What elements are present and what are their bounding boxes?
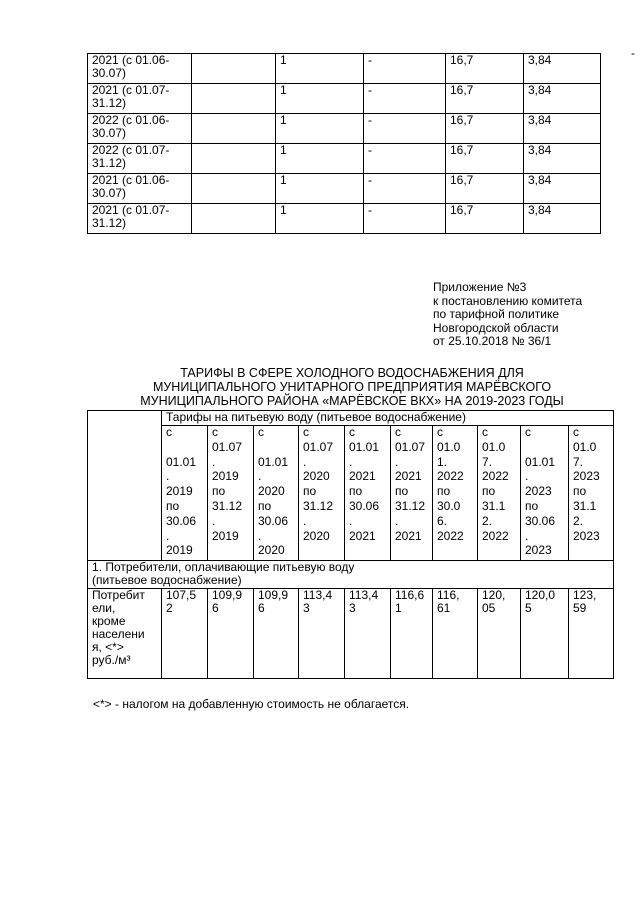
period-header-line (166, 441, 207, 456)
period-header-line: 2019 (212, 528, 239, 543)
table-row (88, 144, 601, 174)
tariff-value-cell (162, 589, 208, 679)
tariff-value-line: 109,9 (258, 588, 289, 602)
tariff-value-line: 6 (212, 601, 219, 615)
period-header-line (437, 544, 477, 559)
period-header-line: 2022 (437, 528, 464, 543)
period-header-line: 6. (437, 513, 448, 528)
table-cell: 3,84 (524, 84, 601, 114)
period-header-line: . (258, 469, 262, 484)
period-header-line: по (349, 484, 363, 499)
period-header-line: . (303, 454, 307, 469)
period-header-line: 2. (482, 513, 493, 528)
period-header-line: . (166, 528, 170, 543)
period-header-line: 01.0 (573, 439, 597, 454)
table-cell: 16,7 (446, 174, 524, 204)
period-header-line (395, 544, 432, 559)
table-cell (192, 54, 276, 84)
tariff-value-line: 05 (482, 601, 496, 615)
tariff-value-cell (569, 589, 614, 679)
empty-corner-cell (88, 411, 162, 561)
period-line: 30.07) (92, 186, 127, 200)
scan-edge-mark: - (631, 46, 635, 60)
table-cell (192, 204, 276, 234)
period-header-line: по (573, 484, 587, 499)
table-cell (192, 174, 276, 204)
appendix-reference (433, 281, 582, 349)
period-header-line: . (212, 513, 216, 528)
period-header-line: с (482, 425, 488, 439)
period-header-cell (208, 426, 254, 561)
period-header-line: по (395, 484, 409, 499)
tariff-value-cell (208, 589, 254, 679)
period-header-line: 7. (573, 454, 584, 469)
period-header-line: . (525, 528, 529, 543)
period-header-cell (569, 426, 614, 561)
tariff-value-line: 2 (166, 601, 173, 615)
tariff-value-line: 113,4 (303, 588, 333, 602)
period-line: 2021 (с 01.07- (92, 203, 170, 217)
period-header-line: 2023 (525, 484, 552, 499)
period-header-line: 2021 (395, 469, 422, 484)
table-cell: - (364, 174, 446, 204)
period-header-line (482, 544, 520, 559)
period-header-cell (521, 426, 569, 561)
period-line: 31.12) (92, 156, 127, 170)
period-header-line: 2023 (573, 528, 600, 543)
title-line: ТАРИФЫ В СФЕРЕ ХОЛОДНОГО ВОДОСНАБЖЕНИЯ ДЛЯ (180, 366, 524, 380)
period-header-line (212, 544, 253, 559)
period-header-line: 2019 (212, 469, 239, 484)
period-header-line (349, 544, 390, 559)
table-cell: 3,84 (524, 54, 601, 84)
period-header-line: по (525, 498, 539, 513)
period-header-line: 2019 (166, 484, 193, 499)
period-line: 2021 (с 01.06- (92, 173, 170, 187)
period-line: 30.07) (92, 66, 127, 80)
period-header-line: 01.07 (395, 439, 426, 454)
period-header-line: 1. (437, 454, 448, 469)
table-cell: - (364, 114, 446, 144)
period-header-line: 2021 (349, 469, 376, 484)
period-header-line: по (258, 498, 272, 513)
table-row (88, 204, 601, 234)
period-header-line: с (303, 425, 309, 439)
tariff-value-line: 113,4 (349, 588, 379, 602)
period-header-line: 31.12 (303, 498, 334, 513)
period-header-line (525, 441, 568, 456)
tariff-value-line: 109,9 (212, 588, 243, 602)
period-header-row (88, 426, 614, 561)
period-header-cell (391, 426, 433, 561)
period-header-line: с (212, 425, 218, 439)
period-header-line: . (166, 469, 170, 484)
period-cell (88, 144, 192, 174)
period-header-line: 31.12 (212, 498, 243, 513)
period-header-line: 2020 (258, 484, 285, 499)
period-header-cell (433, 426, 478, 561)
period-cell (88, 204, 192, 234)
period-header-line: по (166, 498, 180, 513)
table-cell: 1 (276, 54, 364, 84)
table-cell: 16,7 (446, 54, 524, 84)
period-header-line: 2022 (482, 469, 509, 484)
tariff-value-line: 1 (395, 601, 402, 615)
consumer-label-line: населени (92, 627, 145, 641)
appendix-line: Приложение №3 (433, 280, 527, 294)
period-header-line: 2023 (525, 543, 552, 558)
tariff-value-line: 116,6 (395, 588, 425, 602)
tariff-value-line: 123, (573, 588, 597, 602)
period-header-line: с (258, 425, 264, 439)
document-title (90, 366, 614, 408)
period-header-line: 2021 (395, 528, 422, 543)
consumer-label-line: Потребит (92, 588, 145, 602)
tariff-value-line: 107,5 (166, 588, 197, 602)
title-line: МУНИЦИПАЛЬНОГО РАЙОНА «МАРЁВСКОЕ ВКХ» НА 2019-2023 ГОДЫ (140, 394, 564, 408)
tariff-value-row (88, 589, 614, 679)
period-cell (88, 84, 192, 114)
period-header-cell (299, 426, 345, 561)
tariff-value-line: 3 (303, 601, 310, 615)
table-cell: 1 (276, 204, 364, 234)
tariff-value-line: 5 (525, 601, 532, 615)
period-header-line: 2020 (303, 528, 330, 543)
table-cell: 3,84 (524, 174, 601, 204)
period-line: 31.12) (92, 96, 127, 110)
consumer-label-line: кроме (92, 614, 126, 628)
tariff-value-cell (433, 589, 478, 679)
appendix-line: по тарифной политике (433, 307, 559, 321)
period-header-line: 30.0 (437, 498, 461, 513)
period-header-line: 31.12 (395, 498, 426, 513)
period-header-line: 01.01 (258, 454, 289, 469)
period-header-line: с (166, 425, 172, 439)
appendix-line: от 25.10.2018 № 36/1 (433, 334, 552, 348)
period-header-line: по (482, 484, 496, 499)
tariff-table (87, 410, 614, 679)
table-cell: 3,84 (524, 204, 601, 234)
table-cell: 16,7 (446, 84, 524, 114)
section-label-line: (питьевое водоснабжение) (92, 573, 242, 587)
period-header-line: с (437, 425, 443, 439)
appendix-line: Новгородской области (433, 320, 559, 335)
consumer-label-cell (88, 589, 162, 679)
period-header-line: . (258, 528, 262, 543)
consumer-label-line: руб./м³ (92, 653, 131, 667)
table-cell: 16,7 (446, 144, 524, 174)
tariff-value-cell (345, 589, 391, 679)
tariff-value-cell (478, 589, 521, 679)
table-cell: - (364, 204, 446, 234)
period-cell (88, 54, 192, 84)
period-header-line: 01.0 (482, 439, 506, 454)
table-cell: 1 (276, 174, 364, 204)
consumer-label-line: ели, (92, 601, 116, 615)
tariff-period-table (87, 53, 601, 234)
period-header-line (303, 544, 344, 559)
period-cell (88, 174, 192, 204)
tariff-value-cell (299, 589, 345, 679)
tariff-value-cell (391, 589, 433, 679)
period-header-line: . (395, 454, 399, 469)
table-cell: - (364, 144, 446, 174)
section-label-cell (88, 561, 614, 589)
period-header-cell (162, 426, 208, 561)
period-header-line: с (525, 425, 531, 439)
period-header-cell (478, 426, 521, 561)
period-header-line: с (573, 425, 579, 439)
period-header-line: по (437, 484, 451, 499)
period-header-line: 01.0 (437, 439, 461, 454)
tariff-value-line: 3 (349, 601, 356, 615)
period-header-line: 2019 (166, 543, 193, 558)
period-header-cell (345, 426, 391, 561)
table-cell: - (364, 54, 446, 84)
period-header-line: 01.01 (525, 454, 556, 469)
period-header-line (573, 544, 613, 559)
period-header-line: . (212, 454, 216, 469)
period-line: 30.07) (92, 126, 127, 140)
tariff-value-line: 120,0 (525, 588, 556, 602)
period-cell (88, 114, 192, 144)
table-cell (192, 84, 276, 114)
tariff-value-line: 6 (258, 601, 265, 615)
period-header-line: 30.06 (349, 498, 380, 513)
period-header-line: по (303, 484, 317, 499)
period-header-line: 2. (573, 513, 584, 528)
period-header-line: . (349, 454, 353, 469)
period-header-line: . (303, 513, 307, 528)
period-header-line: с (349, 425, 355, 439)
period-header-line (258, 441, 298, 456)
period-header-line: 2021 (349, 528, 376, 543)
table-cell (192, 114, 276, 144)
table-cell: - (364, 84, 446, 114)
period-header-line: 30.06 (258, 513, 289, 528)
table-cell: 16,7 (446, 204, 524, 234)
tariff-value-line: 120, (482, 588, 506, 602)
appendix-line: к постановлению комитета (433, 293, 583, 308)
tariff-value-line: 61 (437, 601, 451, 615)
period-header-line: . (395, 513, 399, 528)
period-header-line: 01.07 (212, 439, 243, 454)
period-line: 2022 (с 01.06- (92, 113, 170, 127)
period-header-line: 31.1 (573, 498, 597, 513)
period-header-line: 2020 (303, 469, 330, 484)
table-cell: 3,84 (524, 114, 601, 144)
period-header-line: 7. (482, 454, 493, 469)
period-header-line: . (349, 513, 353, 528)
table-row (88, 84, 601, 114)
table-cell (192, 144, 276, 174)
period-header-line: 2023 (573, 469, 600, 484)
table-row (88, 174, 601, 204)
period-header-line: . (525, 469, 529, 484)
group-header-cell: Тарифы на питьевую воду (питьевое водоснабжение) (162, 411, 614, 426)
period-header-line: с (395, 425, 401, 439)
period-header-line: 2020 (258, 543, 285, 558)
table-row (88, 54, 601, 84)
group-header-row (88, 411, 614, 426)
table-cell: 1 (276, 144, 364, 174)
tariff-value-line: 59 (573, 601, 587, 615)
period-header-line: 2022 (437, 469, 464, 484)
tariff-value-cell (521, 589, 569, 679)
table-cell: 1 (276, 84, 364, 114)
tariff-value-cell (254, 589, 299, 679)
section-label-line: 1. Потребители, оплачивающие питьевую воду (92, 560, 355, 574)
period-header-line: 2022 (482, 528, 509, 543)
period-header-line: по (212, 484, 226, 499)
period-line: 2021 (с 01.07- (92, 83, 170, 97)
period-header-line: 30.06 (525, 513, 556, 528)
table-cell: 1 (276, 114, 364, 144)
period-header-line: 01.07 (303, 439, 334, 454)
period-header-line: 31.1 (482, 498, 506, 513)
table-row (88, 114, 601, 144)
tariff-value-line: 116, (437, 588, 460, 602)
period-line: 2022 (с 01.07- (92, 143, 170, 157)
title-line: МУНИЦИПАЛЬНОГО УНИТАРНОГО ПРЕДПРИЯТИЯ МАРЁВСКОГО (152, 380, 552, 394)
period-line: 2021 (с 01.06- (92, 53, 170, 67)
footnote: <*> - налогом на добавленную стоимость не облагается. (93, 697, 410, 711)
table-cell: 3,84 (524, 144, 601, 174)
consumer-label-line: я, <*> (92, 640, 124, 654)
period-header-cell (254, 426, 299, 561)
period-header-line: 01.01 (166, 454, 197, 469)
period-header-line: 01.01 (349, 439, 380, 454)
table-cell: 16,7 (446, 114, 524, 144)
period-line: 31.12) (92, 216, 127, 230)
period-header-line: 30.06 (166, 513, 197, 528)
section-row (88, 561, 614, 589)
